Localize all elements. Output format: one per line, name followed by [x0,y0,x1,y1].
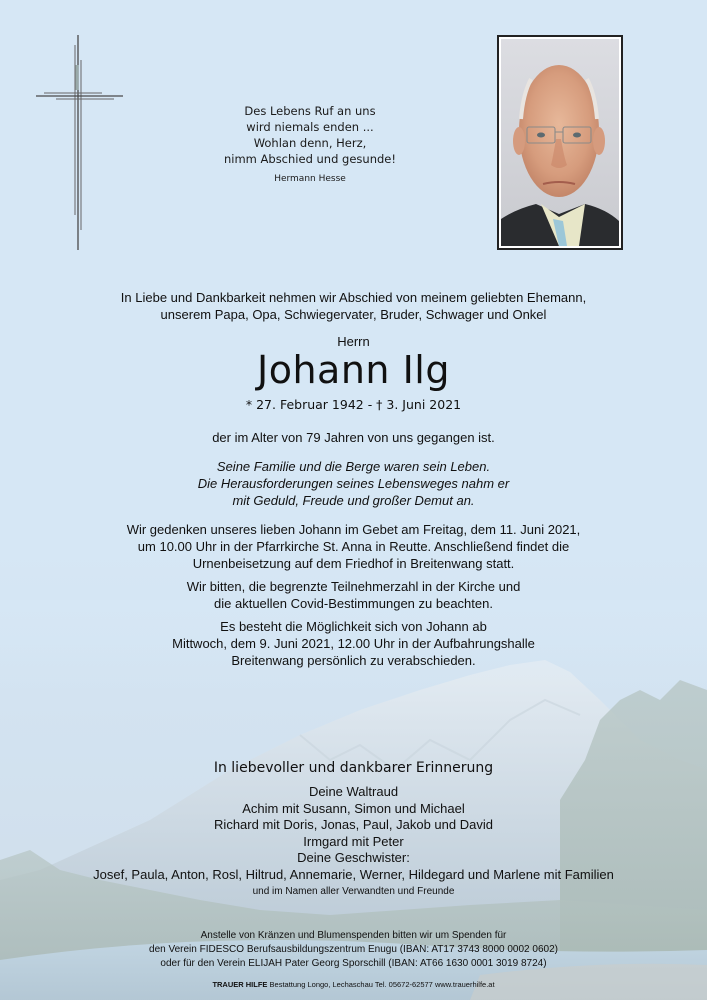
mourner-line: Deine Waltraud [308,784,399,799]
footer-brand: TRAUER HILFE [212,980,268,989]
covid-notice [0,578,707,612]
donation-line: den Verein FIDESCO Berufsausbildungszentrum Enugu (IBAN: AT17 3743 8000 0002 0602) [149,944,558,955]
quote-line: wird niemals enden ... [246,120,374,134]
prayer-line: Wir gedenken unseres lieben Johann im Gebet am Freitag, dem 11. Juni 2021, [126,522,581,537]
mourner-line: Achim mit Susann, Simon und Michael [242,800,465,816]
viewing-line: Breitenwang persönlich zu verabschieden. [231,653,476,668]
mourner-line: Richard mit Doris, Jonas, Paul, Jakob und David [214,817,493,832]
mourners-title: In liebevoller und dankbarer Erinnerung [213,760,494,776]
portrait-photo [501,39,619,246]
salutation: Herrn [337,334,370,349]
quote-line: Des Lebens Ruf an uns [244,104,376,118]
mourners-list [0,784,707,901]
prayer-line: um 10.00 Uhr in der Pfarrkirche St. Anna in Reutte. Anschließend findet die [137,539,570,554]
mourner-line: Josef, Paula, Anton, Rosl, Hiltrud, Annemarie, Werner, Hildegard und Marlene mit Familien [93,866,614,882]
mourner-line: Deine Geschwister: [297,850,410,865]
viewing-line: Es besteht die Möglichkeit sich von Johann ab [220,619,487,634]
motto-line: Die Herausforderungen seines Lebensweges nahm er [197,476,510,491]
funeral-home-footer [0,980,707,989]
intro-line: In Liebe und Dankbarkeit nehmen wir Abschied von meinem geliebten Ehemann, [120,290,587,305]
motto-line: Seine Familie und die Berge waren sein Leben. [216,459,491,474]
prayer-line: Urnenbeisetzung auf dem Friedhof in Breitenwang statt. [192,556,515,571]
life-motto [0,458,707,509]
donation-request [0,929,707,971]
intro-text [0,289,707,323]
viewing-line: Mittwoch, dem 9. Juni 2021, 12.00 Uhr in der Aufbahrungshalle [172,636,535,651]
mourners-closing: und im Namen aller Verwandten und Freunde [252,886,455,897]
prayer-service-text [0,521,707,572]
donation-line: oder für den Verein ELIJAH Pater Georg Sporschill (IBAN: AT66 1630 0001 3019 8724) [160,958,547,969]
deceased-name: Johann Ilg [257,348,450,392]
viewing-notice [0,618,707,669]
life-dates: * 27. Februar 1942 - † 3. Juni 2021 [245,397,462,412]
quote-line: nimm Abschied und gesunde! [223,152,396,166]
covid-line: Wir bitten, die begrenzte Teilnehmerzahl in der Kirche und [186,579,521,594]
hesse-quote [180,103,440,187]
intro-line: unserem Papa, Opa, Schwiegervater, Bruder, Schwager und Onkel [160,307,547,322]
covid-line: die aktuellen Covid-Bestimmungen zu beachten. [214,596,493,611]
mourner-line: Irmgard mit Peter [303,833,404,849]
footer-text: Bestattung Longo, Lechaschau Tel. 05672-62577 www.trauerhilfe.at [269,980,495,989]
age-line: der im Alter von 79 Jahren von uns gegangen ist. [212,430,495,445]
portrait-frame [497,35,623,250]
motto-line: mit Geduld, Freude und großer Demut an. [232,493,475,508]
quote-line: Wohlan denn, Herz, [253,136,367,150]
latin-cross-icon [30,30,130,255]
quote-author: Hermann Hesse [274,174,346,184]
donation-line: Anstelle von Kränzen und Blumenspenden bitten wir um Spenden für [200,930,507,941]
